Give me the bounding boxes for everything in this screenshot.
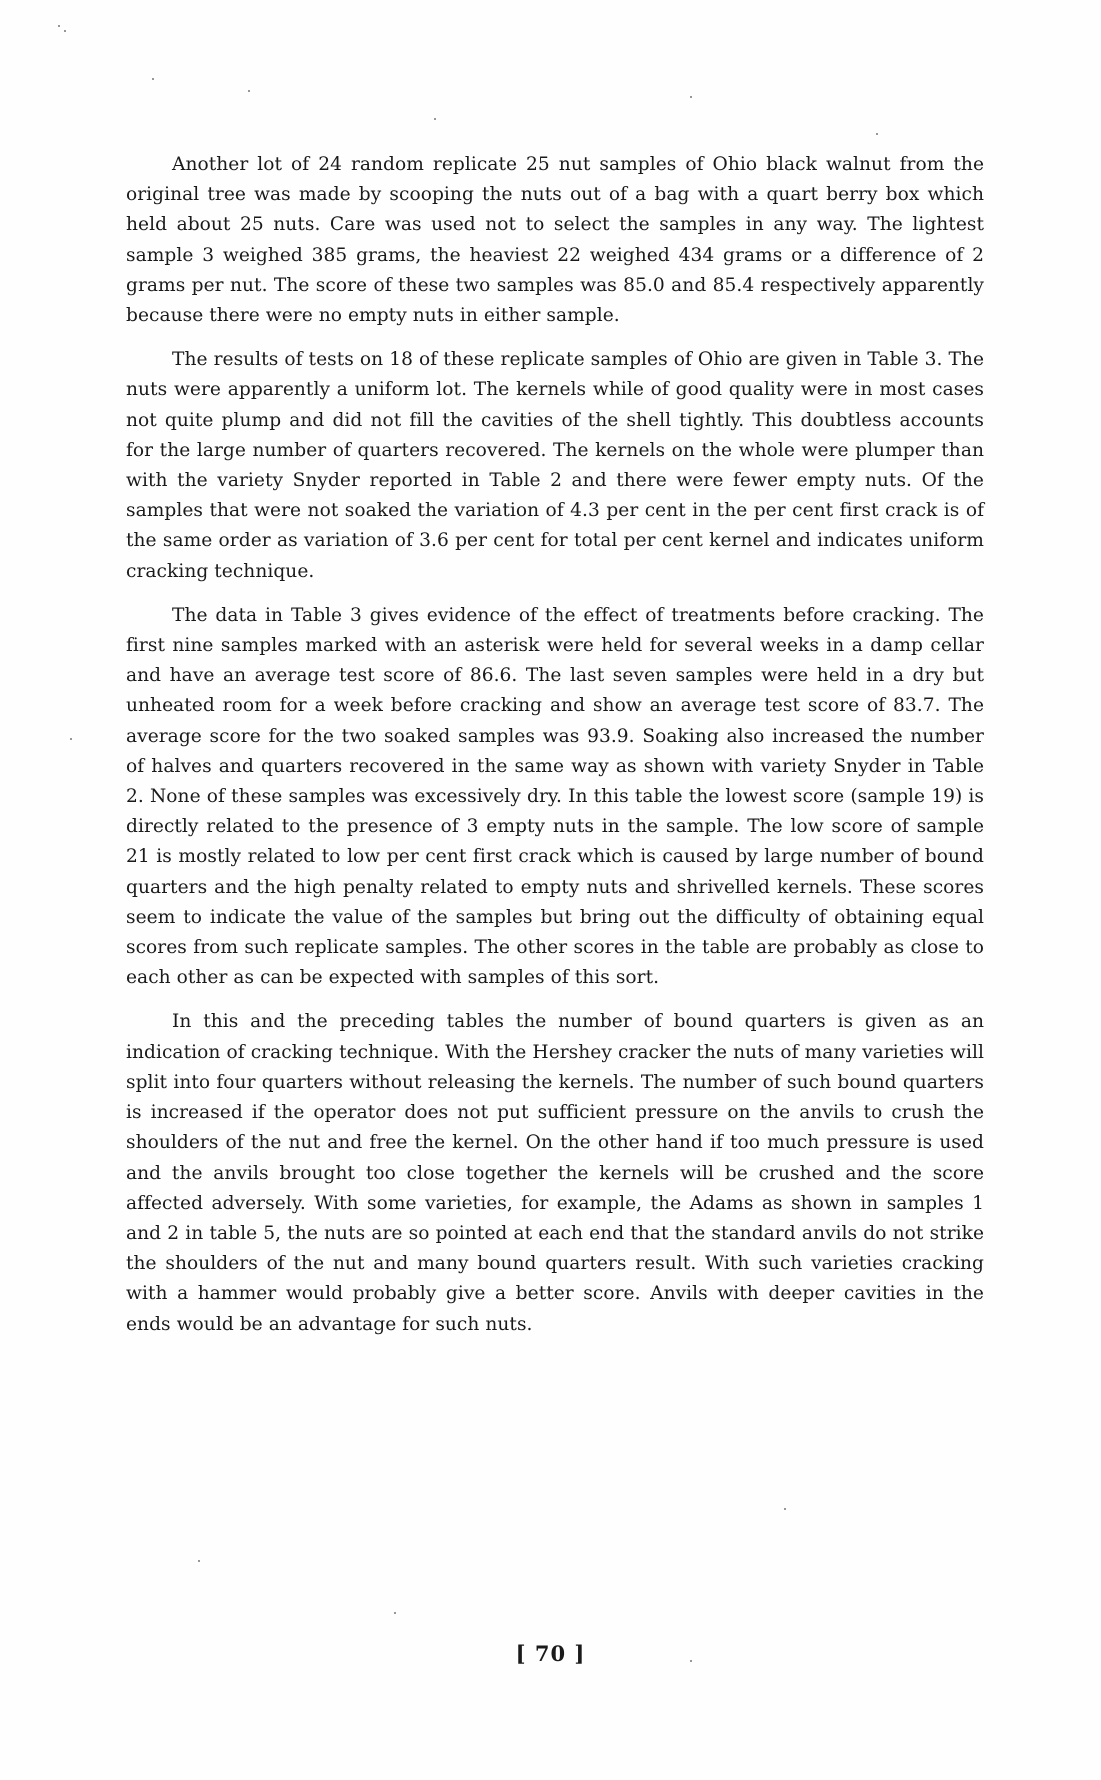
scan-speck xyxy=(690,96,692,98)
paragraph-4: In this and the preceding tables the number of bound quarters is given as an indication of cracking technique. With the Hershey cracker the nuts of many varieties will split into four quarters without releasing the kernels. The number of such bound quarters is increased if the operator does not put sufficient pressure on the anvils to crush the shoulders of the nut and free the kernel. On the other hand if too much pressure is used and the anvils brought too close together the kernels will be crushed and the score affected adversely. With some varieties, for example, the Adams as shown in samples 1 and 2 in table 5, the nuts are so pointed at each end that the standard anvils do not strike the shoulders of the nut and many bound quarters result. With such varieties cracking with a hammer would probably give a better score. Anvils with deeper cavities in the ends would be an advantage for such nuts. xyxy=(126,1011,984,1335)
scan-speck xyxy=(248,90,250,92)
scan-speck xyxy=(394,1612,396,1614)
paragraph-2: The results of tests on 18 of these replicate samples of Ohio are given in Table 3. The nuts were apparently a uniform lot. The kernels while of good quality were in most cases not quite plump and did not fill the cavities of the shell tightly. This doubtless accounts for the large number of quarters recovered. The kernels on the whole were plumper than with the variety Snyder reported in Table 2 and there were fewer empty nuts. Of the samples that were not soaked the variation of 4.3 per cent in the per cent first crack is of the same order as variation of 3.6 per cent for total per cent kernel and indicates uniform cracking technique. xyxy=(126,349,984,582)
scan-speck xyxy=(152,78,154,80)
body-text xyxy=(126,150,984,1354)
scan-speck xyxy=(784,1508,786,1510)
scan-speck xyxy=(70,738,72,740)
paragraph-1: Another lot of 24 random replicate 25 nut samples of Ohio black walnut from the original tree was made by scooping the nuts out of a bag with a quart berry box which held about 25 nuts. Care was used not to select the samples in any way. The lightest sample 3 weighed 385 grams, the heaviest 22 weighed 434 grams or a difference of 2 grams per nut. The score of these two samples was 85.0 and 85.4 respectively apparently because there were no empty nuts in either sample. xyxy=(126,154,984,327)
scan-speck xyxy=(58,25,60,27)
page-number: [ 70 ] xyxy=(515,1641,586,1666)
scan-speck xyxy=(876,133,878,135)
scan-speck xyxy=(434,118,436,120)
scan-speck xyxy=(64,30,66,32)
paragraph-3: The data in Table 3 gives evidence of the effect of treatments before cracking. The first nine samples marked with an asterisk were held for several weeks in a damp cellar and have an average test score of 86.6. The last seven samples were held in a dry but unheated room for a week before cracking and show an average test score of 83.7. The average score for the two soaked samples was 93.9. Soaking also increased the number of halves and quarters recovered in the same way as shown with variety Snyder in Table 2. None of these samples was excessively dry. In this table the lowest score (sample 19) is directly related to the presence of 3 empty nuts in the sample. The low score of sample 21 is mostly related to low per cent first crack which is caused by large number of bound quarters and the high penalty related to empty nuts and shrivelled kernels. These scores seem to indicate the value of the samples but bring out the difficulty of obtaining equal scores from such replicate samples. The other scores in the table are probably as close to each other as can be expected with samples of this sort. xyxy=(126,604,984,989)
scan-speck xyxy=(198,1560,200,1562)
